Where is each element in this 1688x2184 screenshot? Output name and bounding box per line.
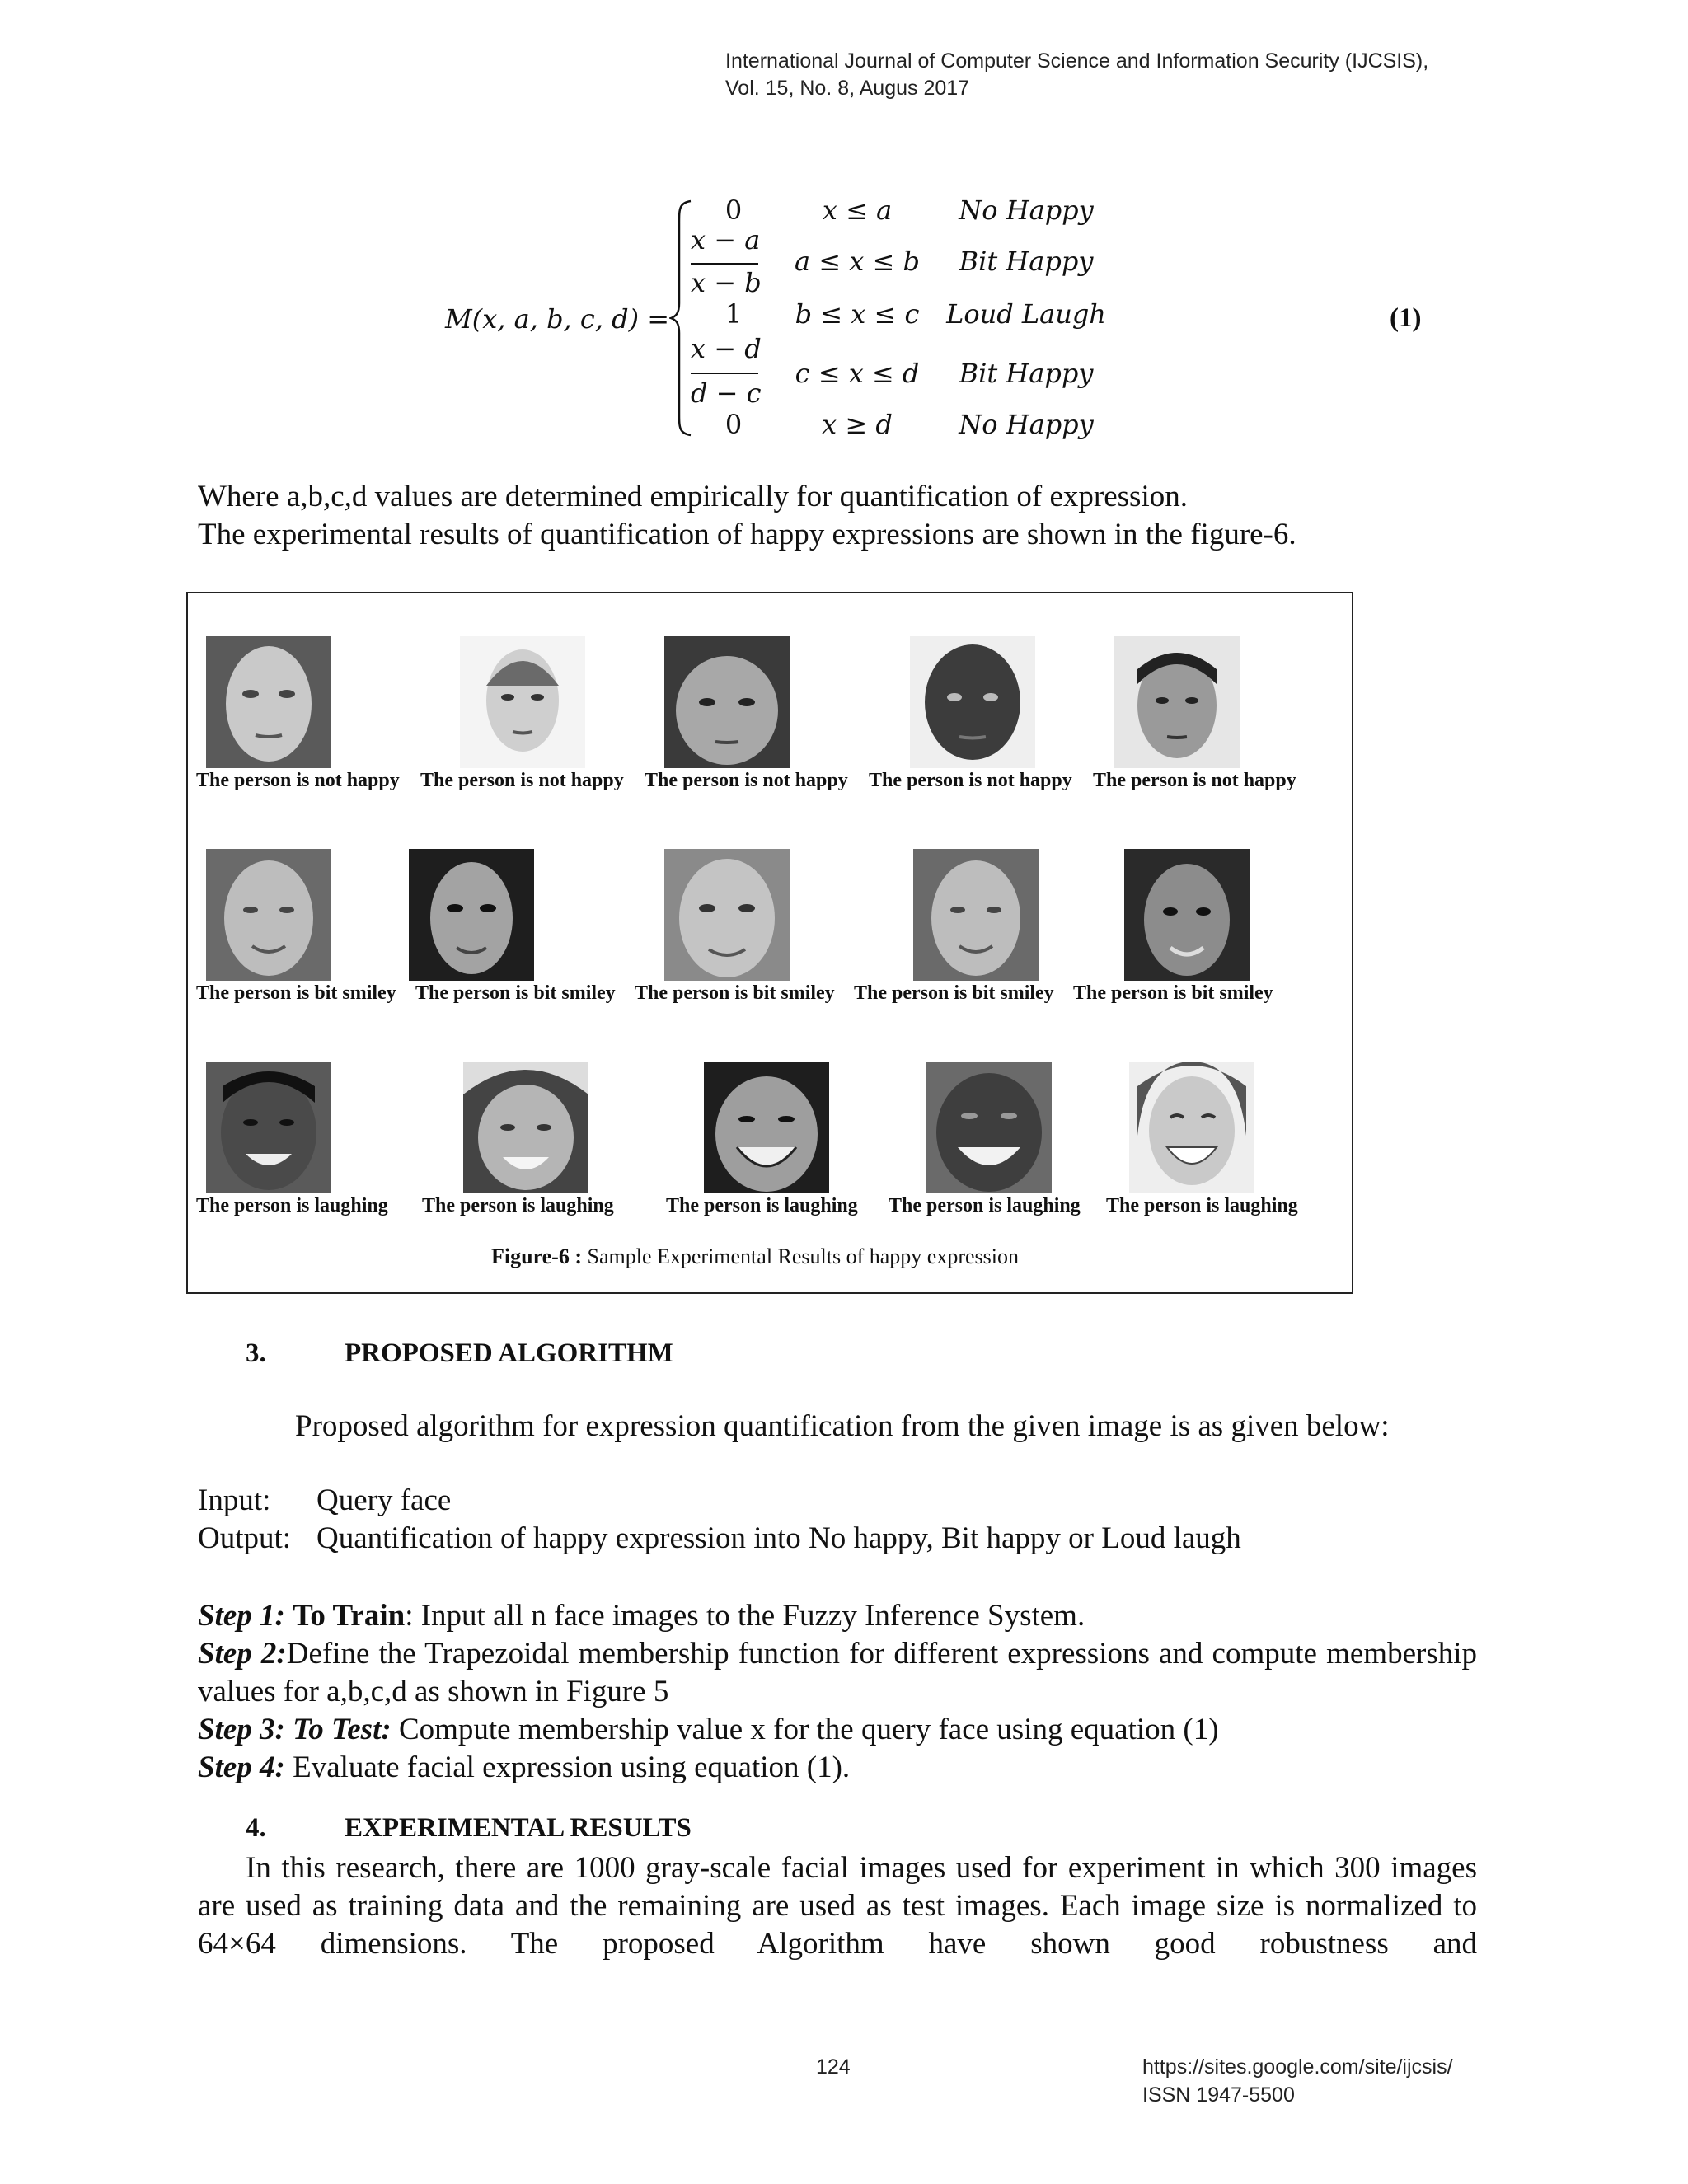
eq-row3-value: 1 [724, 298, 743, 330]
eq-row4-label: Bit Happy [959, 358, 1094, 389]
footer-issn: ISSN 1947-5500 [1142, 2083, 1295, 2107]
figure-caption [491, 1244, 1019, 1269]
face-image [206, 636, 331, 768]
intro-line-2: The experimental results of quantification of happy expressions are shown in the figure-6. [198, 518, 1296, 551]
intro-paragraph [198, 478, 1296, 554]
step-1 [198, 1597, 1477, 1635]
step4-text: Evaluate facial expression using equation (1). [284, 1750, 851, 1784]
face-caption: The person is bit smiley [415, 982, 616, 1004]
face-caption: The person is not happy [196, 770, 400, 791]
figure-caption-label: Figure-6 : [491, 1244, 582, 1268]
eq-row5-value: 0 [724, 409, 743, 440]
eq-row2-label: Bit Happy [959, 246, 1094, 277]
page-number: 124 [816, 2055, 851, 2079]
step3-text: Compute membership value x for the query face using equation (1) [391, 1713, 1219, 1746]
eq-row4-denominator: d − c [691, 377, 762, 409]
face-image [409, 849, 534, 981]
input-value: Query face [316, 1483, 452, 1517]
face-image [460, 636, 585, 768]
face-caption: The person is laughing [196, 1195, 388, 1216]
face-caption: The person is bit smiley [854, 982, 1054, 1004]
face-image [664, 849, 790, 981]
section3-title: PROPOSED ALGORITHM [345, 1338, 673, 1368]
step1-bold: To Train [293, 1599, 406, 1633]
face-image [206, 849, 331, 981]
step3-label: Step 3: To Test: [198, 1713, 392, 1746]
footer-url: https://sites.google.com/site/ijcsis/ [1142, 2055, 1453, 2079]
eq-row4-fraction-bar [691, 373, 758, 374]
face-caption: The person is bit smiley [635, 982, 835, 1004]
eq-row4-condition: c ≤ x ≤ d [795, 358, 920, 389]
step-4 [198, 1749, 1477, 1787]
step2-text: Define the Trapezoidal membership function for different expressions and compute membership values for a,b,c,d as shown in Figure 5 [198, 1637, 1477, 1708]
eq-row3-label: Loud Laugh [946, 298, 1106, 330]
face-image [664, 636, 790, 768]
figure-caption-text: Sample Experimental Results of happy expression [587, 1244, 1020, 1268]
section3-intro: Proposed algorithm for expression quantification from the given image is as given below: [295, 1409, 1390, 1443]
eq-row1-condition: x ≤ a [822, 194, 893, 226]
eq-row2-numerator: x − a [691, 224, 761, 255]
eq-row3-condition: b ≤ x ≤ c [795, 298, 920, 330]
output-value: Quantification of happy expression into No happy, Bit happy or Loud laugh [316, 1521, 1241, 1555]
step1-text: : Input all n face images to the Fuzzy Inference System. [405, 1599, 1085, 1633]
face-caption: The person is laughing [666, 1195, 858, 1216]
face-caption: The person is not happy [1093, 770, 1296, 791]
step4-label: Step 4: [198, 1750, 285, 1784]
equation-lhs: M(x, a, b, c, d) = [445, 303, 670, 335]
eq-row1-value: 0 [724, 194, 743, 226]
face-image [926, 1062, 1052, 1193]
face-caption: The person is bit smiley [1073, 982, 1273, 1004]
figure-6 [186, 592, 1353, 1294]
face-image [913, 849, 1039, 981]
step2-label: Step 2: [198, 1637, 287, 1671]
eq-row4-numerator: x − d [691, 333, 762, 364]
intro-line-1: Where a,b,c,d values are determined empirically for quantification of expression. [198, 480, 1188, 513]
step-3 [198, 1711, 1477, 1749]
output-label: Output: [198, 1521, 292, 1555]
eq-row2-condition: a ≤ x ≤ b [795, 246, 920, 277]
face-caption: The person is laughing [422, 1195, 614, 1216]
section4-number: 4. [246, 1813, 266, 1843]
eq-row2-denominator: x − b [691, 267, 762, 298]
face-image [463, 1062, 588, 1193]
eq-row5-label: No Happy [959, 409, 1094, 440]
eq-row2-fraction-bar [691, 263, 758, 265]
face-caption: The person is bit smiley [196, 982, 396, 1004]
equation-number: (1) [1390, 303, 1422, 333]
section3-number: 3. [246, 1338, 266, 1368]
face-caption: The person is laughing [1106, 1195, 1298, 1216]
face-image [206, 1062, 331, 1193]
face-image [1114, 636, 1240, 768]
face-caption: The person is laughing [889, 1195, 1081, 1216]
face-caption: The person is not happy [645, 770, 848, 791]
face-caption: The person is not happy [420, 770, 624, 791]
eq-row1-label: No Happy [959, 194, 1094, 226]
face-image [704, 1062, 829, 1193]
face-image [910, 636, 1035, 768]
face-image [1124, 849, 1250, 981]
eq-row5-condition: x ≥ d [822, 409, 893, 440]
step-2 [198, 1635, 1477, 1711]
journal-header [725, 48, 1428, 102]
journal-volume: Vol. 15, No. 8, Augus 2017 [725, 77, 970, 100]
section4-title: EXPERIMENTAL RESULTS [345, 1813, 692, 1843]
face-caption: The person is not happy [869, 770, 1072, 791]
section4-paragraph: In this research, there are 1000 gray-scale facial images used for experiment in which 300 images are used as training data and the remaining are used as test images. Each image size is normalized to 64×64 dimensions. The proposed Algorithm have shown good robustness and [198, 1851, 1477, 1961]
input-label: Input: [198, 1483, 271, 1517]
journal-title: International Journal of Computer Science and Information Security (IJCSIS), [725, 49, 1429, 73]
step1-label: Step 1: [198, 1599, 285, 1633]
face-image [1129, 1062, 1254, 1193]
